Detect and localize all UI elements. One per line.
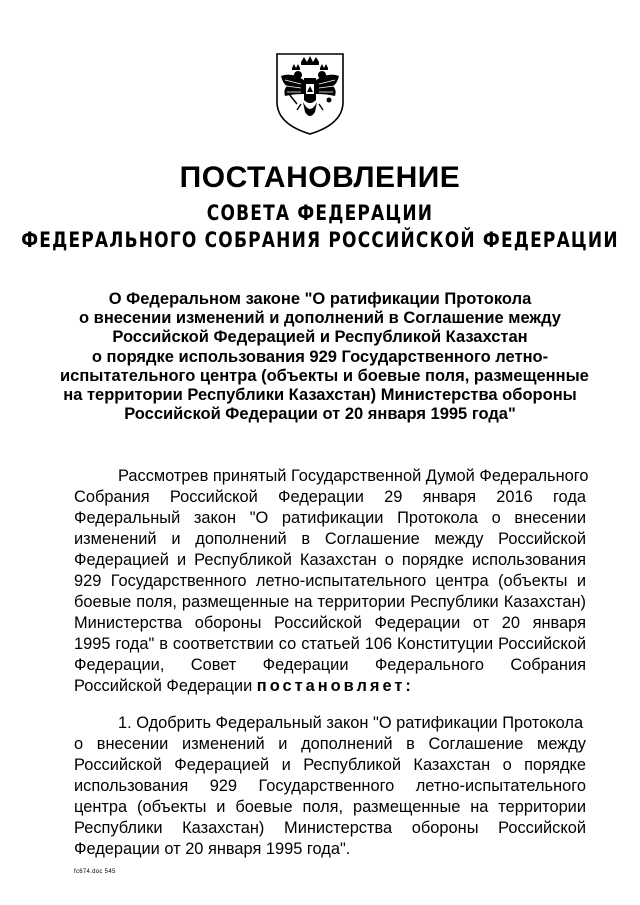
paragraph-line-final [74, 676, 586, 697]
law-title [60, 290, 589, 424]
paragraph-line: изменений и дополнений в Соглашение между Российской [74, 530, 586, 548]
paragraph-line: Министерства обороны Российской Федерации от 20 января [74, 614, 586, 632]
law-title-line: о порядке использования 929 Государственного летно- [91, 347, 549, 366]
law-title-line: о внесении изменений и дополнений в Соглашение между [79, 309, 561, 328]
document-type-heading: ПОСТАНОВЛЕНИЕ [179, 161, 461, 194]
paragraph-line: Федеральный закон "О ратификации Протокола о внесении [74, 509, 586, 527]
paragraph-line: 1. Одобрить Федеральный закон "О ратификации Протокола [118, 714, 584, 732]
law-title-line: испытательного центра (объекты и боевые поля, размещенные [60, 366, 589, 385]
law-title-line: Российской Федерации от 20 января 1995 года" [124, 405, 516, 424]
law-title-line: Российской Федерацией и Республикой Казахстан [112, 328, 528, 347]
law-title-line: на территории Республики Казахстан) Министерства обороны [63, 386, 577, 405]
paragraph-line: о внесении изменений и дополнений в Соглашение между [74, 735, 586, 753]
issuer-heading-line1: СОВЕТА ФЕДЕРАЦИИ [206, 201, 434, 226]
paragraph-line: Федерации, Совет Федерации Федерального Собрания [74, 656, 586, 674]
paragraph-line: боевые поля, размещенные на территории Республики Казахстан) [74, 593, 586, 611]
paragraph-line: Собрания Российской Федерации 29 января 2016 года [74, 488, 586, 506]
paragraph-line-final: Федерации от 20 января 1995 года". [74, 840, 351, 858]
resolution-paragraph-1 [74, 466, 589, 697]
paragraph-last-text: Российской Федерации [74, 677, 253, 695]
paragraph-line: 929 Государственного летно-испытательного центра (объекты и [74, 572, 586, 590]
paragraph-line: центра (объекты и боевые поля, размещенные на территории [74, 798, 586, 816]
file-reference-code: fc674.doc 545 [74, 869, 116, 875]
resolves-keyword: постановляет: [256, 677, 414, 695]
resolution-paragraph-2 [74, 713, 586, 860]
law-title-line: О Федеральном законе "О ратификации Протокола [108, 290, 532, 308]
coat-of-arms-icon [271, 50, 349, 136]
paragraph-line: Республики Казахстан) Министерства обороны Российской [74, 819, 586, 837]
paragraph-line: Рассмотрев принятый Государственной Думой Федерального [118, 467, 589, 485]
paragraph-line: 1995 года" в соответствии со статьей 106 Конституции Российской [74, 635, 586, 653]
paragraph-line: Российской Федерацией и Республикой Казахстан о порядке [74, 756, 586, 774]
issuer-heading-line2: ФЕДЕРАЛЬНОГО СОБРАНИЯ РОССИЙСКОЙ ФЕДЕРАЦИИ [21, 228, 619, 253]
paragraph-line: Федерацией и Республикой Казахстан о порядке использования [74, 551, 586, 569]
paragraph-line: использования 929 Государственного летно-испытательного [74, 777, 586, 795]
